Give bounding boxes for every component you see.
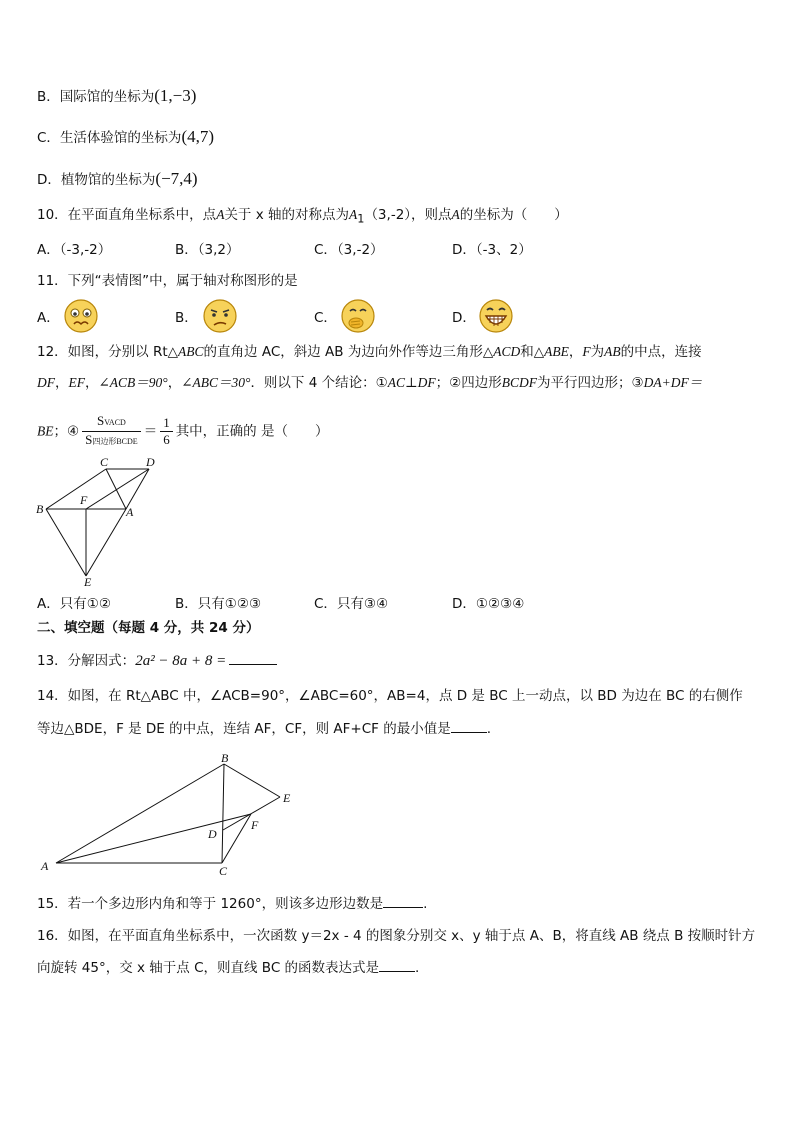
q12-option-d[interactable] <box>452 592 524 612</box>
label-d: D <box>208 827 217 841</box>
angle-acb: ∠ACB＝90° <box>98 375 168 390</box>
subscript: 1 <box>357 212 365 226</box>
label-f: F <box>80 493 88 507</box>
confused-face-icon[interactable] <box>202 298 238 334</box>
q10-text: 的坐标为（ ） <box>459 207 568 223</box>
q9-option-d <box>37 169 198 190</box>
s-symbol: S <box>96 413 105 428</box>
q9-option-c <box>37 127 214 148</box>
segment-bc <box>222 764 224 863</box>
q12-option-b[interactable] <box>175 592 261 612</box>
angle-abc: ∠ABC＝30° <box>181 375 251 390</box>
q14-line1: 14．如图，在 Rt△ABC 中，∠ACB=90°，∠ABC=60°，AB=4，点 D 是 BC 上一动点，以 BD 为边在 BC 的右侧作 <box>37 688 743 704</box>
option-label: A． <box>37 310 60 326</box>
section-title: 二、填空题（每题 4 分，共 24 分） <box>37 620 260 636</box>
option-label: D． <box>452 242 476 258</box>
option-label: D． <box>452 310 476 326</box>
option-coord: (4,7) <box>181 127 215 146</box>
option-label: D． <box>37 172 61 188</box>
q12-text: 和 <box>520 344 534 360</box>
label-e: E <box>283 791 291 805</box>
q12-text: ， <box>167 375 182 391</box>
period: . <box>486 721 491 737</box>
option-text: 国际馆的坐标为 <box>59 89 155 105</box>
worried-face-icon[interactable] <box>63 298 99 334</box>
one-sixth-fraction <box>160 415 173 448</box>
q9-option-b <box>37 86 196 107</box>
option-label: C． <box>37 130 60 146</box>
q12-line1: 12．如图，分别以 Rt△ABC的直角边 AC，斜边 AB 为边向外作等边三角形△ACD和△ABE，F为AB的中点，连接 <box>37 344 702 360</box>
q14-figure <box>36 748 306 878</box>
area-ratio-fraction <box>82 413 141 450</box>
q10-option-a[interactable] <box>37 238 111 258</box>
q14-text: 等边△BDE，F 是 DE 的中点，连结 AF，CF，则 AF+CF 的最小值是 <box>37 721 451 737</box>
option-label: B． <box>175 310 198 326</box>
q10-text: 10．在平面直角坐标系中，点 <box>37 207 217 223</box>
point-a: A <box>216 207 225 222</box>
q12-option-c[interactable] <box>314 592 388 612</box>
conclusion-3: DA+DF＝ <box>643 375 703 390</box>
fraction-denominator <box>82 432 141 450</box>
segment-ca <box>106 469 126 509</box>
point-a1: A <box>349 207 358 222</box>
triangle-name: △ACD <box>482 344 521 359</box>
q12-text: ， <box>55 375 69 391</box>
option-label: B． <box>175 596 198 612</box>
option-text: 植物馆的坐标为 <box>60 172 156 188</box>
option-label: C． <box>314 310 337 326</box>
label-b: B <box>221 751 229 765</box>
q10-text: （3,-2），则点 <box>364 207 452 223</box>
segment-bc <box>46 469 106 509</box>
q10-text: 关于 x 轴的对称点为 <box>224 207 350 223</box>
q12-text: ．则以下 4 个结论：① <box>250 375 388 391</box>
quad-bcdf: BCDF <box>501 375 538 390</box>
equals-sign: ＝ <box>143 423 158 440</box>
q16-answer-blank[interactable] <box>379 957 415 972</box>
q11-option-c[interactable] <box>314 306 337 326</box>
triangle-symbol: △ <box>167 344 179 360</box>
label-a: A <box>41 859 49 873</box>
q15-text: 15．若一个多边形内角和等于 1260°，则该多边形边数是 <box>37 896 384 912</box>
q10-option-c[interactable] <box>314 238 384 258</box>
segment-df: DF <box>37 375 55 390</box>
q16-text: 向旋转 45°，交 x 轴于点 C，则直线 BC 的函数表达式是 <box>37 960 380 976</box>
option-label: B． <box>37 89 60 105</box>
q12-text: 12．如图，分别以 Rt <box>37 344 168 360</box>
q15 <box>37 893 427 914</box>
q14-answer-blank[interactable] <box>451 718 487 733</box>
option-coord: (1,−3) <box>154 86 197 105</box>
option-label: C． <box>314 596 337 612</box>
label-b: B <box>36 502 44 516</box>
q13-answer-blank[interactable] <box>229 650 277 665</box>
q12-text: 的直角边 AC，斜边 AB 为边向外作等边三角形 <box>203 344 483 360</box>
q12-figure <box>30 458 170 588</box>
label-f: F <box>251 818 259 832</box>
option-text: （3,2） <box>197 242 240 258</box>
period: . <box>415 960 420 976</box>
q12-text: 其中，正确的 是（ ） <box>175 423 329 440</box>
option-label: B． <box>175 242 198 258</box>
option-text: ①②③④ <box>475 596 525 612</box>
segment-fd <box>86 469 149 509</box>
point-a: A <box>451 207 460 222</box>
q13-expression: 2a² − 8a + 8 = <box>135 653 227 669</box>
label-c: C <box>100 458 109 469</box>
q16-line2 <box>37 957 419 978</box>
fraction-numerator: 1 <box>160 415 173 432</box>
subscript: VACD <box>104 418 126 427</box>
option-label: C． <box>314 242 337 258</box>
label-c: C <box>219 864 228 878</box>
subscript: 四边形BCDE <box>92 437 138 446</box>
q10-stem <box>37 205 568 230</box>
triangle-name: △ABE <box>533 344 569 359</box>
segment-ef: EF <box>68 375 85 390</box>
point-f: F <box>582 344 591 359</box>
q14-line2 <box>37 718 491 739</box>
q10-option-b[interactable] <box>175 238 240 258</box>
segment-be: BE <box>37 423 54 439</box>
q13 <box>37 650 277 671</box>
period: . <box>423 896 428 912</box>
q12-text: 为 <box>590 344 605 360</box>
s-symbol: S <box>85 432 93 447</box>
option-text: 只有①② <box>59 596 111 612</box>
q12-text: ；②四边形 <box>435 375 502 391</box>
q11-stem: 11．下列“表情图”中，属于轴对称图形的是 <box>37 273 298 289</box>
fraction-numerator <box>82 413 141 432</box>
q11-option-b[interactable] <box>175 306 198 326</box>
thinking-face-icon[interactable] <box>340 298 376 334</box>
triangle-name: ABC <box>178 344 204 359</box>
segment-ab <box>56 764 224 863</box>
option-label: D． <box>452 596 476 612</box>
option-label: A． <box>37 596 60 612</box>
segment-be <box>224 764 280 797</box>
option-text: （3,-2） <box>336 242 384 258</box>
label-d: D <box>146 458 155 469</box>
q12-text: ， <box>85 375 99 391</box>
label-a: A <box>126 505 134 519</box>
option-text: 生活体验馆的坐标为 <box>59 130 182 146</box>
label-e: E <box>84 575 92 588</box>
segment-cf <box>222 814 251 863</box>
q16-line1: 16．如图，在平面直角坐标系中，一次函数 y＝2x - 4 的图象分别交 x、y 轴于点 A、B，将直线 AB 绕点 B 按顺时针方 <box>37 928 756 944</box>
segment-ae <box>86 509 126 576</box>
q13-text: 13．分解因式： <box>37 653 136 669</box>
q12-line2 <box>37 373 702 393</box>
q10-option-d[interactable] <box>452 238 532 258</box>
q12-text: ；④ <box>53 423 80 440</box>
segment-da <box>126 469 149 509</box>
option-text: （-3,-2） <box>59 242 112 258</box>
option-text: （-3、2） <box>475 242 532 258</box>
option-text: 只有①②③ <box>197 596 262 612</box>
grinning-face-icon[interactable] <box>478 298 514 334</box>
q12-text: 为平行四边形；③ <box>537 375 644 391</box>
option-label: A． <box>37 242 60 258</box>
q12-option-a[interactable] <box>37 592 111 612</box>
conclusion-1: AC⊥DF <box>387 375 436 390</box>
q15-answer-blank[interactable] <box>383 893 423 908</box>
q12-text: 的中点，连接 <box>620 344 702 360</box>
segment-be <box>46 509 86 576</box>
fraction-denominator: 6 <box>163 432 170 447</box>
q12-line3 <box>37 413 328 447</box>
q11-option-a[interactable] <box>37 306 60 326</box>
q11-option-d[interactable] <box>452 306 476 326</box>
option-coord: (−7,4) <box>155 169 198 188</box>
option-text: 只有③④ <box>336 596 389 612</box>
segment-ab: AB <box>604 344 621 359</box>
